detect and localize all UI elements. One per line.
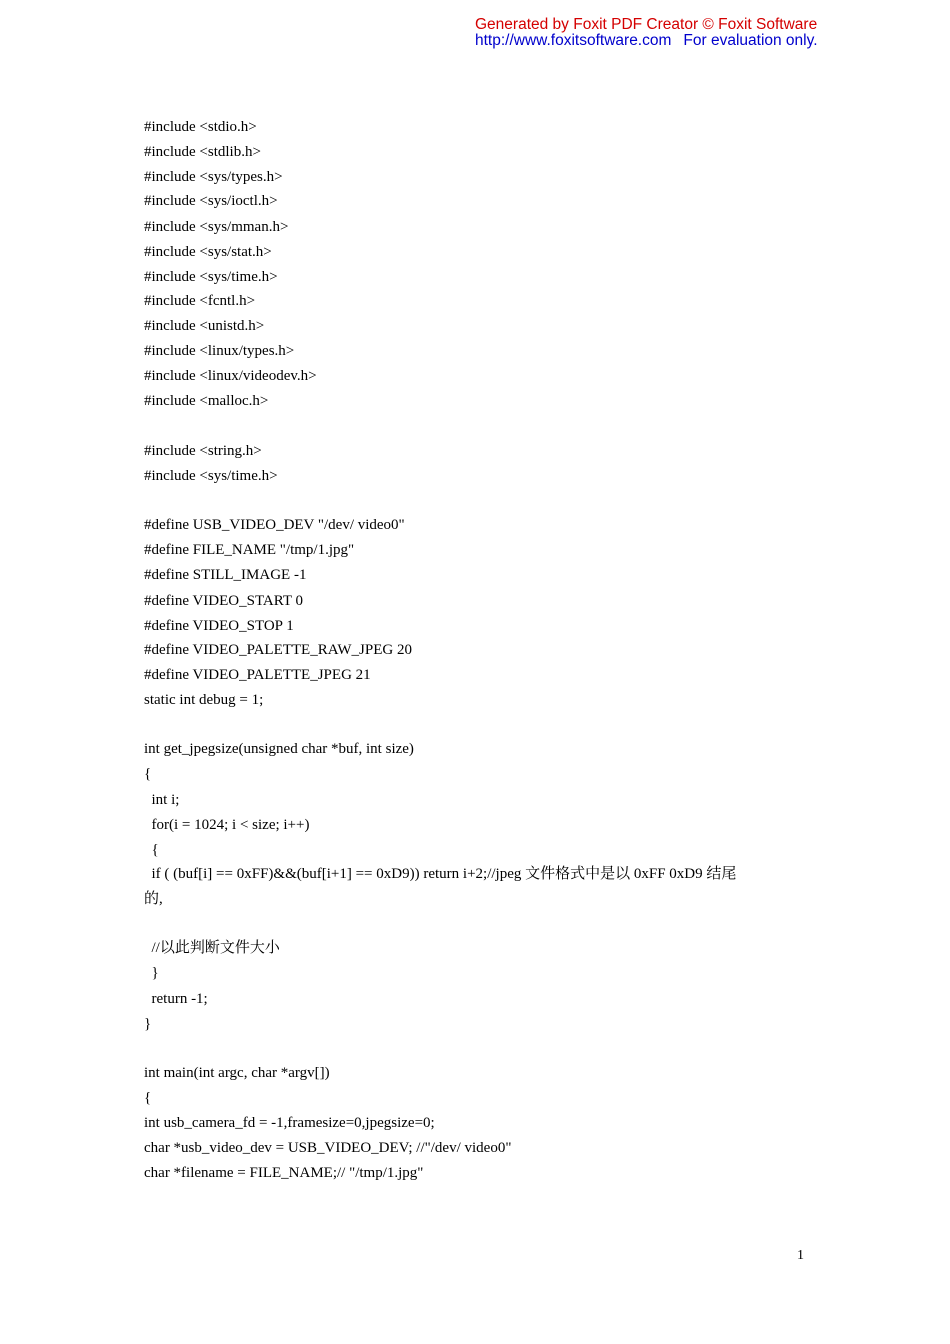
code-line: #define STILL_IMAGE -1 [144, 567, 307, 583]
code-line: #include <linux/videodev.h> [144, 368, 317, 384]
code-line: return -1; [144, 991, 208, 1007]
code-line: int get_jpegsize(unsigned char *buf, int size) [144, 741, 414, 757]
code-line: #include <linux/types.h> [144, 343, 295, 359]
code-line: //以此判断文件大小 [144, 940, 280, 956]
code-line: #define VIDEO_START 0 [144, 593, 303, 609]
code-line: { [144, 766, 152, 782]
code-line: #include <sys/ioctl.h> [144, 193, 278, 209]
code-line: } [144, 965, 159, 981]
code-line: #include <string.h> [144, 443, 262, 459]
code-line: int main(int argc, char *argv[]) [144, 1065, 330, 1081]
watermark-evaluation-note: For evaluation only. [683, 32, 818, 49]
code-line: #include <unistd.h> [144, 318, 265, 334]
code-line: #define VIDEO_PALETTE_JPEG 21 [144, 667, 371, 683]
code-line: #define USB_VIDEO_DEV "/dev/ video0" [144, 517, 405, 533]
code-line: #define VIDEO_STOP 1 [144, 618, 294, 634]
code-line: #include <sys/time.h> [144, 468, 278, 484]
code-line: #include <fcntl.h> [144, 293, 256, 309]
code-line: int i; [144, 792, 180, 808]
code-line: #define VIDEO_PALETTE_RAW_JPEG 20 [144, 642, 412, 658]
code-line: #include <sys/types.h> [144, 169, 283, 185]
code-line: #define FILE_NAME "/tmp/1.jpg" [144, 542, 355, 558]
code-line: #include <stdio.h> [144, 119, 257, 135]
code-line: 的, [144, 891, 163, 907]
page-number: 1 [797, 1248, 804, 1263]
code-line: { [144, 842, 159, 858]
code-line: int usb_camera_fd = -1,framesize=0,jpegsize=0; [144, 1115, 435, 1131]
watermark-line-1: Generated by Foxit PDF Creator © Foxit Software [475, 16, 818, 33]
code-line: char *usb_video_dev = USB_VIDEO_DEV; //"/dev/ video0" [144, 1140, 512, 1156]
code-line: } [144, 1016, 152, 1032]
code-line: char *filename = FILE_NAME;// "/tmp/1.jpg" [144, 1165, 424, 1181]
watermark-url[interactable]: http://www.foxitsoftware.com [475, 32, 672, 49]
code-line: #include <stdlib.h> [144, 144, 261, 160]
code-line: #include <sys/stat.h> [144, 244, 272, 260]
code-line: { [144, 1090, 152, 1106]
code-line: for(i = 1024; i < size; i++) [144, 817, 310, 833]
code-line: #include <malloc.h> [144, 393, 269, 409]
code-line: static int debug = 1; [144, 692, 264, 708]
code-line: #include <sys/time.h> [144, 269, 278, 285]
code-line: if ( (buf[i] == 0xFF)&&(buf[i+1] == 0xD9)) return i+2;//jpeg 文件格式中是以 0xFF 0xD9 结尾 [144, 866, 737, 882]
code-line: #include <sys/mman.h> [144, 219, 289, 235]
